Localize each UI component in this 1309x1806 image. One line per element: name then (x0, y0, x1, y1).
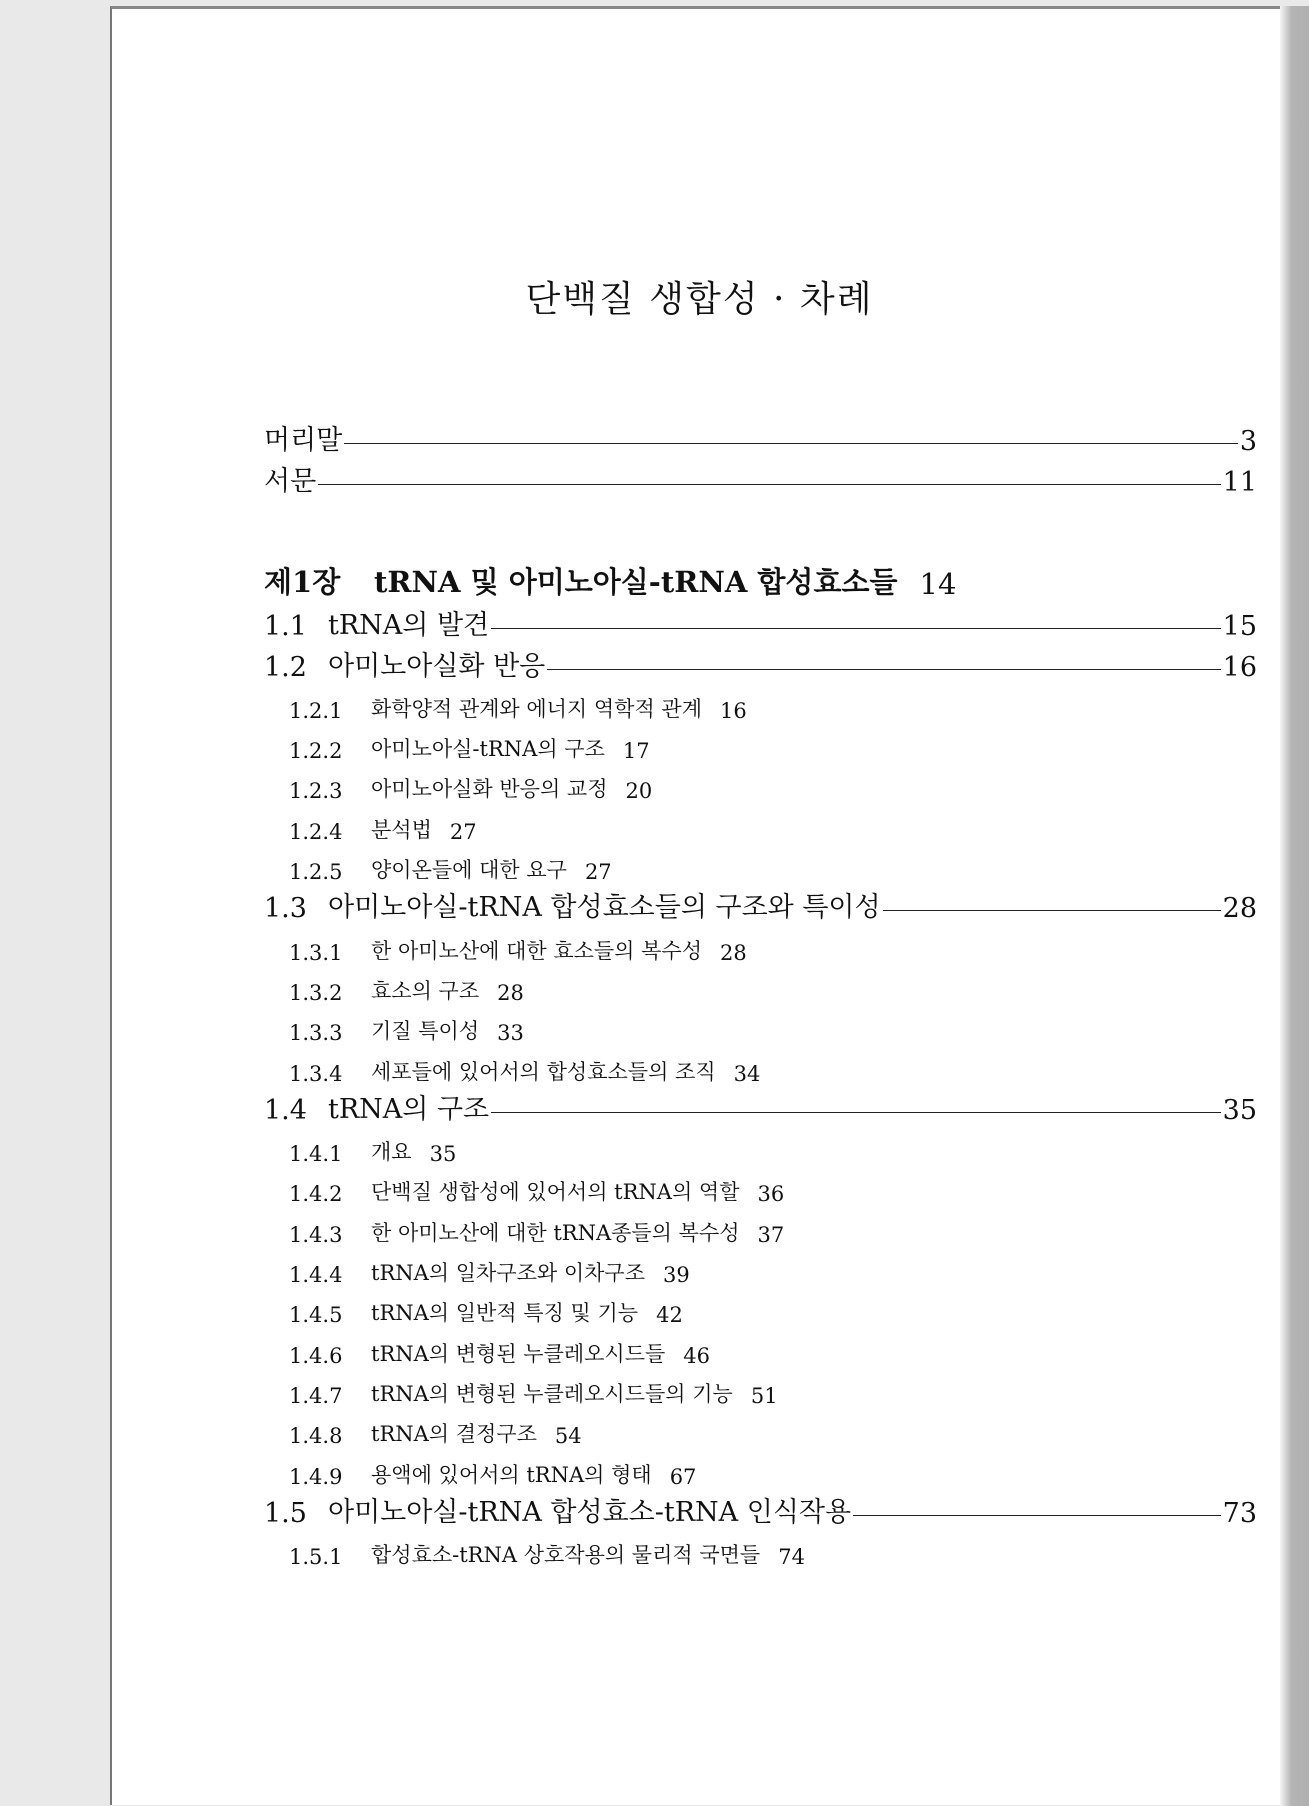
entry-label: tRNA의 일반적 특징 및 기능 (371, 1301, 639, 1326)
leader-line (491, 1112, 1221, 1113)
page-title: 단백질 생합성 · 차례 (525, 279, 874, 320)
entry-label: 단백질 생합성에 있어서의 tRNA의 역할 (371, 1180, 740, 1205)
toc-entries (264, 602, 1257, 1569)
entry-label: tRNA의 구조 (328, 1093, 490, 1125)
toc-entry[interactable] (264, 763, 1257, 803)
entry-label: 합성효소-tRNA 상호작용의 물리적 국면들 (371, 1543, 761, 1568)
entry-page: 28 (1222, 893, 1257, 925)
toc-entry[interactable] (264, 1489, 1257, 1529)
toc-entry[interactable] (264, 1247, 1257, 1287)
toc-entry[interactable] (264, 723, 1257, 763)
entry-page: 73 (1222, 1497, 1257, 1529)
chapter-page: 14 (919, 567, 957, 601)
entry-label: 화학양적 관계와 에너지 역학적 관계 (371, 696, 702, 721)
entry-label: 서문 (264, 465, 317, 497)
toc-entry[interactable] (264, 844, 1257, 884)
entry-page: 33 (497, 1021, 524, 1046)
entry-label: 아미노아실-tRNA 합성효소들의 구조와 특이성 (328, 892, 881, 924)
entry-number: 1.5 (264, 1497, 307, 1529)
entry-number: 1.4.8 (289, 1424, 343, 1449)
entry-page: 35 (1222, 1094, 1257, 1126)
toc-entry[interactable] (264, 1408, 1257, 1448)
entry-number: 1.4.5 (289, 1303, 343, 1328)
entry-number: 1.4.9 (289, 1464, 343, 1489)
document-page (110, 6, 1287, 1805)
entry-label: 한 아미노산에 대한 tRNA종들의 복수성 (371, 1220, 740, 1245)
entry-page: 3 (1239, 426, 1257, 458)
entry-number: 1.4.3 (289, 1222, 343, 1247)
chapter-heading-block (264, 553, 1257, 601)
entry-number: 1.2.5 (289, 860, 343, 885)
entry-label: 기질 특이성 (371, 1019, 480, 1044)
toc-entry[interactable] (264, 602, 1257, 642)
entry-number: 1.2.2 (289, 739, 343, 764)
entry-number: 1.1 (264, 611, 307, 643)
entry-number: 1.5.1 (289, 1545, 343, 1570)
entry-number: 1.3 (264, 893, 307, 925)
entry-label: 아미노아실화 반응의 교정 (371, 777, 608, 802)
entry-page: 39 (663, 1263, 690, 1288)
toc-entry[interactable] (264, 965, 1257, 1005)
entry-page: 28 (497, 980, 524, 1005)
toc-entry[interactable] (264, 683, 1257, 723)
entry-number: 1.2.3 (289, 779, 343, 804)
entry-label: 한 아미노산에 대한 효소들의 복수성 (371, 938, 702, 963)
entry-label: 아미노아실화 반응 (328, 650, 546, 682)
entry-page: 17 (622, 739, 650, 764)
chapter-number: 제1장 (264, 565, 341, 599)
entry-page: 27 (584, 860, 612, 885)
entry-number: 1.4.7 (289, 1383, 343, 1408)
toc-entry[interactable] (264, 924, 1257, 964)
toc-entry[interactable] (264, 1206, 1257, 1246)
entry-page: 20 (625, 779, 653, 804)
entry-page: 67 (669, 1464, 697, 1489)
toc-entry[interactable] (264, 1166, 1257, 1206)
toc-entry[interactable] (264, 803, 1257, 843)
entry-label: 아미노아실-tRNA의 구조 (371, 737, 605, 762)
entry-page: 46 (683, 1343, 711, 1368)
entry-label: 용액에 있어서의 tRNA의 형태 (371, 1462, 652, 1487)
toc-entry[interactable] (264, 642, 1257, 682)
leader-line (318, 484, 1220, 485)
entry-page: 27 (449, 819, 477, 844)
entry-number: 1.4.4 (289, 1263, 343, 1288)
entry-label: 분석법 (371, 817, 432, 842)
entry-label: tRNA의 발견 (328, 610, 490, 642)
page-edge-shadow (1280, 6, 1309, 1806)
toc-entry[interactable] (264, 1327, 1257, 1367)
entry-label: tRNA의 변형된 누클레오시드들 (371, 1341, 666, 1366)
entry-page: 36 (757, 1182, 785, 1207)
entry-number: 1.4.6 (289, 1343, 343, 1368)
chapter-heading[interactable] (264, 553, 1257, 601)
entry-label: 머리말 (264, 425, 343, 457)
entry-page: 35 (429, 1142, 457, 1167)
entry-label: tRNA의 결정구조 (371, 1422, 537, 1447)
toc-entry[interactable] (264, 1287, 1257, 1327)
toc-entry[interactable] (264, 1529, 1257, 1569)
chapter-title: tRNA 및 아미노아실-tRNA 합성효소들 (374, 565, 898, 599)
entry-page: 28 (720, 940, 747, 965)
entry-number: 1.3.2 (289, 980, 343, 1005)
entry-number: 1.3.4 (289, 1061, 343, 1086)
entry-number: 1.2 (264, 651, 307, 683)
entry-number: 1.4 (264, 1094, 307, 1126)
entry-label: tRNA의 일차구조와 이차구조 (371, 1261, 646, 1286)
toc-entry[interactable] (264, 1368, 1257, 1408)
entry-page: 54 (554, 1424, 582, 1449)
entry-number: 1.3.3 (289, 1021, 343, 1046)
entry-label: 세포들에 있어서의 합성효소들의 조직 (371, 1059, 716, 1084)
entry-label: 아미노아실-tRNA 합성효소-tRNA 인식작용 (328, 1496, 852, 1528)
toc-entry[interactable] (264, 1045, 1257, 1085)
entry-number: 1.4.1 (289, 1142, 343, 1167)
entry-page: 11 (1222, 466, 1257, 498)
entry-label: tRNA의 변형된 누클레오시드들의 기능 (371, 1381, 733, 1406)
entry-page: 16 (720, 698, 747, 723)
entry-label: 양이온들에 대한 요구 (371, 858, 567, 883)
entry-page: 15 (1222, 611, 1257, 643)
front-matter (264, 417, 1257, 498)
entry-page: 42 (656, 1303, 683, 1328)
toc-entry[interactable] (264, 1126, 1257, 1166)
toc-entry[interactable] (264, 1086, 1257, 1126)
entry-page: 37 (757, 1222, 785, 1247)
leader-line (491, 628, 1221, 629)
leader-line (547, 669, 1220, 670)
entry-page: 51 (750, 1383, 778, 1408)
entry-label: 개요 (371, 1140, 412, 1165)
entry-page: 16 (1222, 651, 1257, 683)
entry-number: 1.3.1 (289, 940, 343, 965)
toc-entry[interactable] (264, 1448, 1257, 1488)
entry-page: 34 (733, 1061, 761, 1086)
entry-number: 1.2.4 (289, 819, 343, 844)
leader-line (883, 910, 1221, 911)
entry-number: 1.4.2 (289, 1182, 343, 1207)
entry-label: 효소의 구조 (371, 978, 480, 1003)
entry-page: 74 (778, 1545, 805, 1570)
leader-line (853, 1515, 1221, 1516)
toc-entry[interactable] (264, 884, 1257, 924)
entry-number: 1.2.1 (289, 698, 343, 723)
leader-line (344, 443, 1238, 444)
toc-entry-introduction[interactable] (264, 457, 1257, 497)
toc-entry[interactable] (264, 1005, 1257, 1045)
toc-entry-preface[interactable] (264, 417, 1257, 457)
